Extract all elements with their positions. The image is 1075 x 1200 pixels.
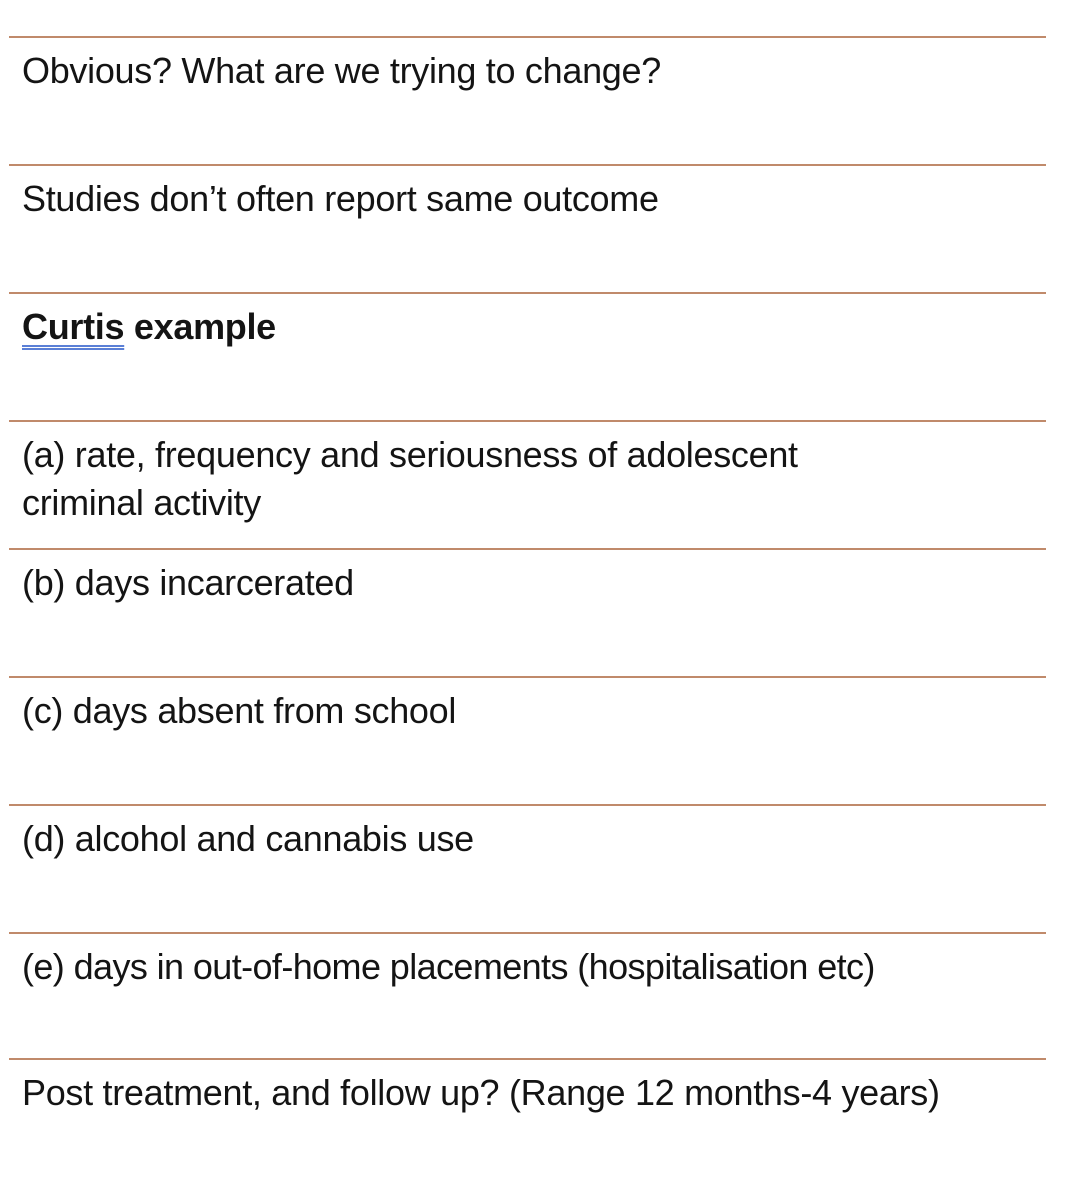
row-outcome-b: (b) days incarcerated <box>22 562 354 603</box>
row-curtis-example <box>22 303 1032 351</box>
row-divider <box>9 292 1046 294</box>
curtis-name: Curtis <box>22 306 125 347</box>
row-outcome-c: (c) days absent from school <box>22 690 457 731</box>
row-divider <box>9 164 1046 166</box>
curtis-example-label: example <box>124 306 276 347</box>
row-divider <box>9 36 1046 38</box>
row-divider <box>9 932 1046 934</box>
row-outcome-e: (e) days in out-of-home placements (hospitalisation etc) <box>22 946 875 987</box>
row-follow-up: Post treatment, and follow up? (Range 12 months-4 years) <box>22 1072 940 1113</box>
row-divider <box>9 676 1046 678</box>
row-obvious-question: Obvious? What are we trying to change? <box>22 50 661 91</box>
row-studies-outcome: Studies don’t often report same outcome <box>22 178 659 219</box>
row-divider <box>9 1058 1046 1060</box>
row-outcome-a: (a) rate, frequency and seriousness of adolescent criminal activity <box>22 434 798 523</box>
row-divider <box>9 804 1046 806</box>
row-divider <box>9 420 1046 422</box>
row-outcome-d: (d) alcohol and cannabis use <box>22 818 474 859</box>
row-divider <box>9 548 1046 550</box>
